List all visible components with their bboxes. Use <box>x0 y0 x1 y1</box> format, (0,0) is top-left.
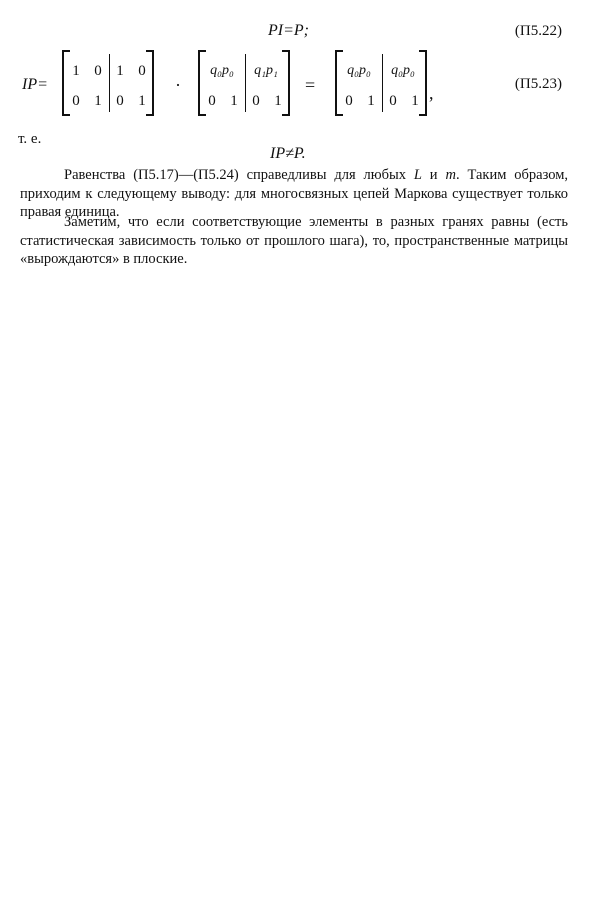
matrix-cell: 0 <box>252 93 260 109</box>
equation-p5-23 <box>0 50 592 120</box>
matrix-a <box>62 50 154 116</box>
matrix-cell: 1 <box>411 93 419 109</box>
equation-p5-22: PI=P; <box>268 22 309 39</box>
paragraph-1-text-b: и <box>421 167 446 183</box>
matrix-c <box>335 50 427 116</box>
paragraph-1-text-a: Равенства (П5.17)—(П5.24) справедливы для любых <box>64 167 414 183</box>
variable-l: L <box>413 167 422 183</box>
matrix-cell: 1 <box>367 93 375 109</box>
equation-number-p5-22: (П5.22) <box>514 23 562 39</box>
matrix-cell: 0 <box>94 63 102 79</box>
paragraph-1-text-c: . Таким образом, приходим к следующему выводу: для многосвязных цепей Маркова существует только правая единица. <box>20 167 568 220</box>
comma: , <box>429 83 434 103</box>
matrix-cell: 1 <box>72 63 80 79</box>
equation-lhs: IP= <box>22 76 48 93</box>
matrix-cell: 0 <box>345 93 353 109</box>
matrix-cell: 1 <box>138 93 146 109</box>
dot-operator: · <box>175 75 181 95</box>
equation-number-p5-23: (П5.23) <box>514 76 562 92</box>
matrix-cell: 1 <box>116 63 124 79</box>
equals-sign: = <box>305 75 316 95</box>
matrix-cell: q₁p₁ <box>254 63 278 78</box>
matrix-b <box>198 50 290 116</box>
matrix-cell: q₀p₀ <box>210 63 234 78</box>
matrix-cell: q₀p₀ <box>391 63 415 78</box>
matrix-cell: 1 <box>230 93 238 109</box>
matrix-cell: 0 <box>116 93 124 109</box>
matrix-cell: 1 <box>94 93 102 109</box>
variable-m: m <box>445 167 456 183</box>
paragraph-2: Заметим, что если соответствующие элементы в разных гранях равны (есть статистическая зависимость только от прошлого шага), то, пространственные матрицы «вырождаются» в плоские. <box>20 214 568 267</box>
matrix-cell: 0 <box>389 93 397 109</box>
matrix-cell: 0 <box>72 93 80 109</box>
matrix-cell: q₀p₀ <box>347 63 371 78</box>
equation-ip-not-equal-p: IP≠P. <box>270 145 306 162</box>
matrix-cell: 0 <box>138 63 146 79</box>
that-is-label: т. е. <box>18 131 42 147</box>
matrix-cell: 1 <box>274 93 282 109</box>
matrix-cell: 0 <box>208 93 216 109</box>
